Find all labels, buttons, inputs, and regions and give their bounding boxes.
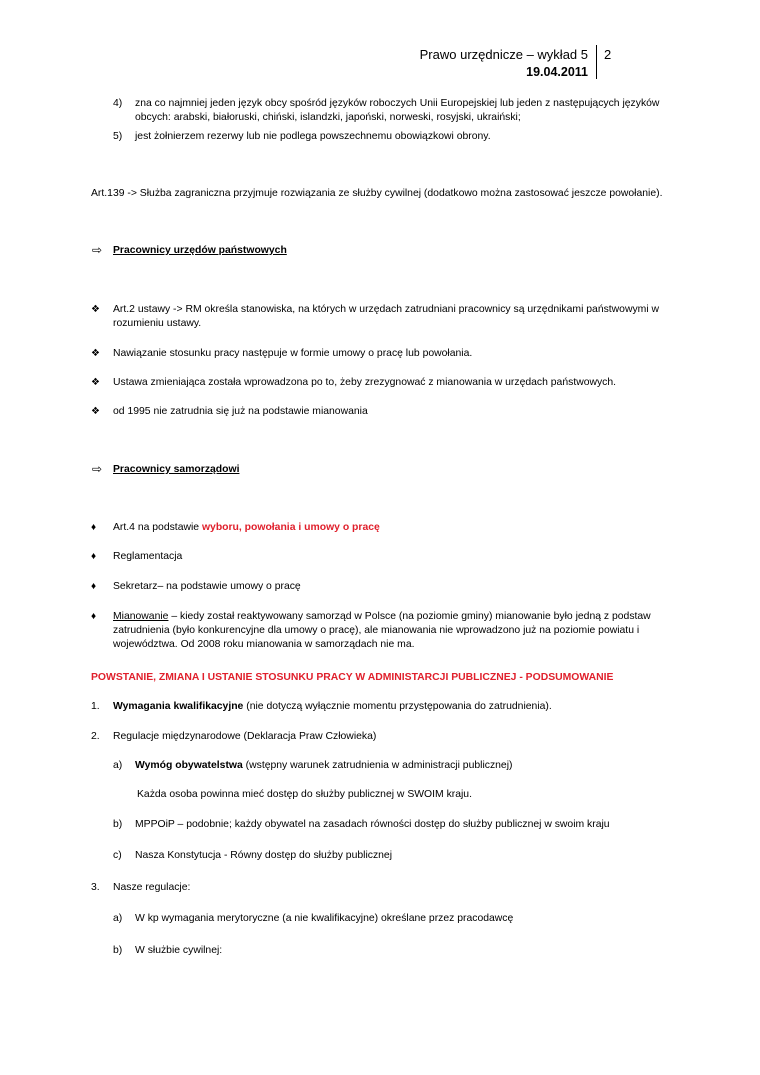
list-number: 1. <box>91 701 100 712</box>
sublist-text: W kp wymagania merytoryczne (a nie kwalifikacyjne) określane przez pracodawcę <box>135 913 514 924</box>
list-item-text: jest żołnierzem rezerwy lub nie podlega powszechnemu obowiązkowi obrony. <box>135 131 491 142</box>
list-item-text: Wymagania kwalifikacyjne (nie dotyczą wyłącznie momentu przystępowania do zatrudnienia). <box>113 701 552 712</box>
small-diamond-bullet-icon: ♦ <box>91 611 97 622</box>
list-item-text: zna co najmniej jeden język obcy spośród języków roboczych Unii Europejskiej lub jeden z następujących języków obcych: arabski, białoruski, chiński, islandzki, japoński, norweski, rosyjski, ukraiński; <box>135 98 660 123</box>
sublist-letter: b) <box>113 819 123 830</box>
sublist-note: Każda osoba powinna mieć dostęp do służby publicznej w SWOIM kraju. <box>137 789 472 800</box>
art139-paragraph: Art.139 -> Służba zagraniczna przyjmuje rozwiązania ze służby cywilnej (dodatkowo można zastosować jeszcze powołanie). <box>91 188 663 199</box>
list-item-text: Nasze regulacje: <box>113 882 191 893</box>
highlighted-text: wyboru, powołania i umowy o pracę <box>201 522 380 533</box>
sublist-letter: a) <box>113 913 123 924</box>
small-diamond-bullet-icon: ♦ <box>91 551 97 562</box>
diamond-bullet-icon: ❖ <box>91 406 100 417</box>
bullet-text: Mianowanie – kiedy został reaktywowany samorząd w Polsce (na poziomie gminy) mianowanie było jedną z podstaw zatrudnienia (było konkurencyjne dla umowy o pracę), ale mianowania nie wprowadzono już na poziomie powiatu i województwa. Od 2008 roku mianowania w samorządach nie ma. <box>113 611 651 650</box>
bullet-text: Art.2 ustawy -> RM określa stanowiska, na których w urzędach zatrudniani pracownicy są urzędnikami państwowymi w rozumieniu ustawy. <box>113 304 660 329</box>
small-diamond-bullet-icon: ♦ <box>91 581 97 592</box>
section-heading-local-government: Pracownicy samorządowi <box>113 464 240 475</box>
bullet-text: Sekretarz– na podstawie umowy o pracę <box>113 581 301 592</box>
underlined-term: Mianowanie <box>113 611 169 622</box>
list-item-text: Regulacje międzynarodowe (Deklaracja Praw Człowieka) <box>113 731 377 742</box>
list-number: 4) <box>113 98 123 109</box>
sublist-letter: c) <box>113 850 122 861</box>
bullet-text: Nawiązanie stosunku pracy następuje w formie umowy o pracę lub powołania. <box>113 348 473 359</box>
arrow-icon: ⇨ <box>92 243 103 257</box>
sublist-text: Wymóg obywatelstwa (wstępny warunek zatrudnienia w administracji publicznej) <box>135 760 513 771</box>
list-number: 2. <box>91 731 100 742</box>
diamond-bullet-icon: ❖ <box>91 348 100 359</box>
sublist-text: W służbie cywilnej: <box>135 945 223 956</box>
summary-heading: POWSTANIE, ZMIANA I USTANIE STOSUNKU PRACY W ADMINISTARCJI PUBLICZNEJ - PODSUMOWANIE <box>91 672 614 683</box>
bullet-text: Ustawa zmieniająca została wprowadzona po to, żeby zrezygnować z mianowania w urzędach państwowych. <box>113 377 617 388</box>
bullet-text: Reglamentacja <box>113 551 183 562</box>
header-divider <box>596 45 597 79</box>
arrow-icon: ⇨ <box>92 462 103 476</box>
diamond-bullet-icon: ❖ <box>91 377 100 388</box>
list-number: 3. <box>91 882 100 893</box>
sublist-text: MPPOiP – podobnie; każdy obywatel na zasadach równości dostęp do służby publicznej w swoim kraju <box>135 819 610 830</box>
document-title: Prawo urzędnicze – wykład 5 <box>419 47 588 62</box>
lecture-date: 19.04.2011 <box>526 65 588 79</box>
sublist-text: Nasza Konstytucja - Równy dostęp do służby publicznej <box>135 850 393 861</box>
diamond-bullet-icon: ❖ <box>91 304 100 315</box>
sublist-letter: a) <box>113 760 123 771</box>
page-number: 2 <box>604 47 612 62</box>
bullet-text: Art.4 na podstawie wyboru, powołania i umowy o pracę <box>113 522 380 533</box>
small-diamond-bullet-icon: ♦ <box>91 522 97 533</box>
sublist-letter: b) <box>113 945 123 956</box>
bullet-text: od 1995 nie zatrudnia się już na podstawie mianowania <box>113 406 368 417</box>
list-number: 5) <box>113 131 123 142</box>
section-heading-state-offices: Pracownicy urzędów państwowych <box>113 245 287 256</box>
